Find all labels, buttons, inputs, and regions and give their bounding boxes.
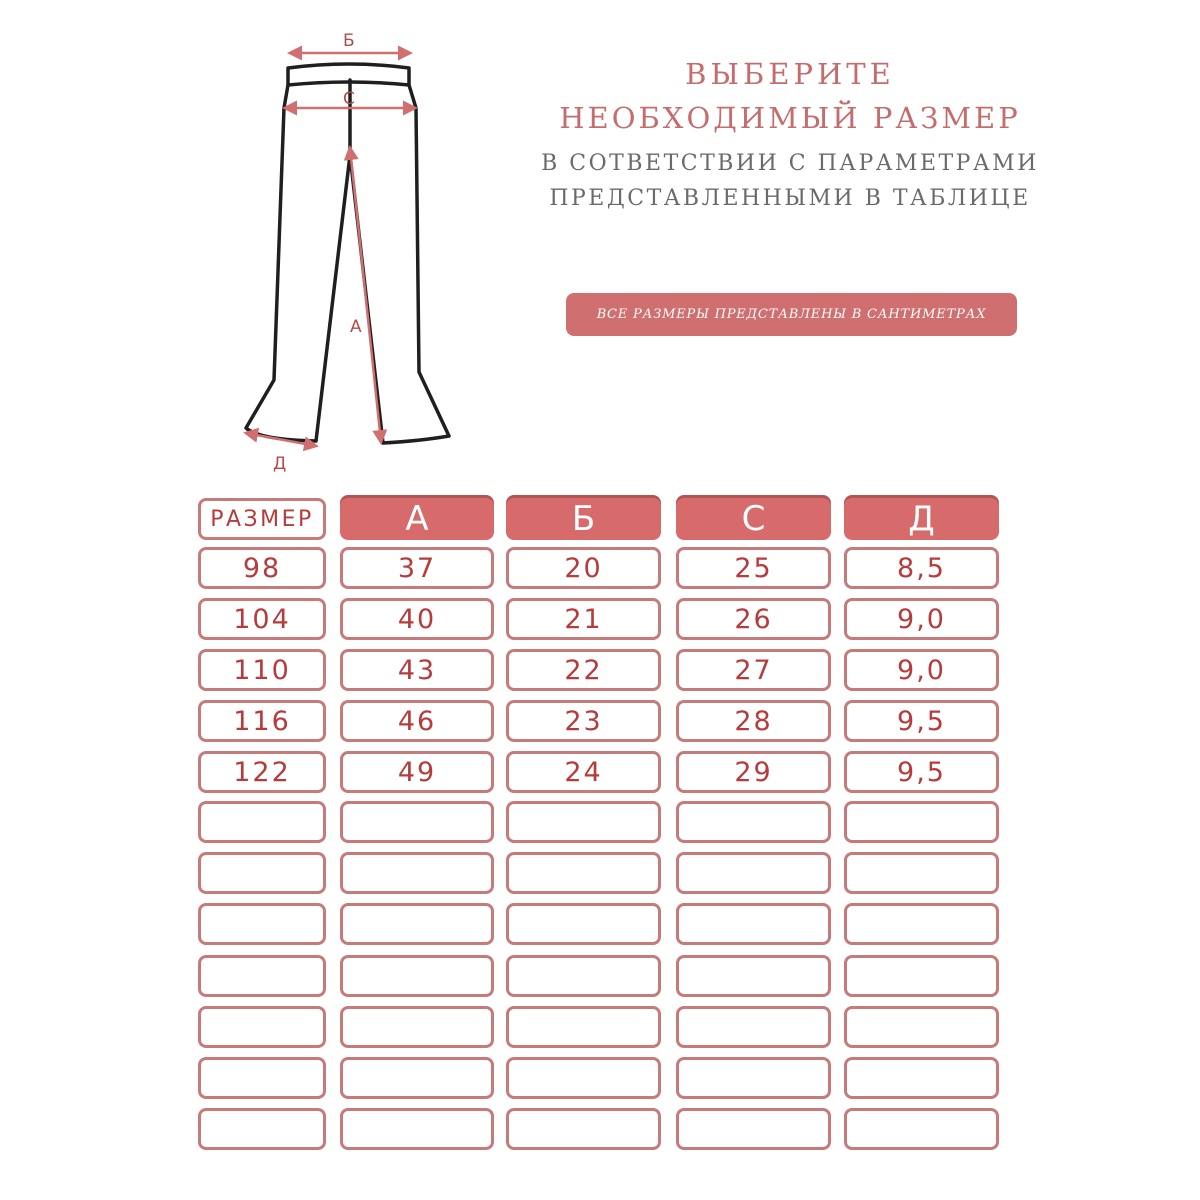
table-value-cell: 40 <box>340 598 494 640</box>
table-value-cell <box>676 1057 831 1099</box>
heading-line-1: ВЫБЕРИТЕ <box>685 57 895 91</box>
table-value-cell: 27 <box>676 649 831 691</box>
table-value-cell: 9,0 <box>844 649 999 691</box>
table-value-cell <box>506 955 661 997</box>
table-value-cell <box>844 1006 999 1048</box>
table-value-cell: 23 <box>506 700 661 742</box>
table-row-size-cell: 98 <box>198 547 326 589</box>
page-heading <box>540 52 1040 140</box>
table-row-size-cell <box>198 801 326 843</box>
heading-line-2: НЕОБХОДИМЫЙ РАЗМЕР <box>559 101 1021 135</box>
column-header-1: А <box>340 498 494 540</box>
table-value-cell <box>676 801 831 843</box>
units-note-badge: ВСЕ РАЗМЕРЫ ПРЕДСТАВЛЕНЫ В САНТИМЕТРАХ <box>566 293 1017 336</box>
table-row-size-cell <box>198 1006 326 1048</box>
table-value-cell <box>676 955 831 997</box>
table-value-cell <box>340 903 494 945</box>
table-row-size-cell <box>198 903 326 945</box>
table-value-cell: 46 <box>340 700 494 742</box>
page-subheading <box>540 146 1040 216</box>
table-value-cell: 28 <box>676 700 831 742</box>
table-value-cell <box>506 1108 661 1150</box>
measure-c-label: С <box>343 89 355 109</box>
table-value-cell <box>506 1057 661 1099</box>
table-row-size-cell: 110 <box>198 649 326 691</box>
trousers-outline <box>246 64 449 443</box>
table-value-cell <box>506 852 661 894</box>
measure-a-label: А <box>350 317 362 337</box>
table-value-cell <box>506 903 661 945</box>
table-value-cell <box>506 1006 661 1048</box>
column-header-4: Д <box>844 498 999 540</box>
size-column-header: РАЗМЕР <box>198 498 326 540</box>
table-value-cell <box>844 1108 999 1150</box>
table-row-size-cell: 122 <box>198 751 326 793</box>
table-value-cell: 20 <box>506 547 661 589</box>
table-value-cell <box>340 801 494 843</box>
table-value-cell: 43 <box>340 649 494 691</box>
column-header-2: Б <box>506 498 661 540</box>
table-value-cell <box>844 903 999 945</box>
table-value-cell: 9,0 <box>844 598 999 640</box>
table-value-cell: 29 <box>676 751 831 793</box>
table-value-cell: 9,5 <box>844 700 999 742</box>
table-value-cell: 26 <box>676 598 831 640</box>
table-value-cell: 22 <box>506 649 661 691</box>
table-value-cell <box>340 1006 494 1048</box>
table-row-size-cell <box>198 955 326 997</box>
table-value-cell: 24 <box>506 751 661 793</box>
measure-b-label: Б <box>343 31 355 51</box>
table-value-cell <box>340 955 494 997</box>
trousers-measurement-diagram <box>0 0 520 490</box>
measure-d-label: Д <box>273 454 287 474</box>
column-header-3: С <box>676 498 831 540</box>
table-row-size-cell <box>198 1108 326 1150</box>
table-row-size-cell <box>198 1057 326 1099</box>
table-value-cell <box>676 1006 831 1048</box>
table-value-cell <box>506 801 661 843</box>
table-value-cell <box>844 1057 999 1099</box>
subheading-line-2: ПРЕДСТАВЛЕННЫМИ В ТАБЛИЦЕ <box>549 186 1031 211</box>
table-value-cell <box>340 1108 494 1150</box>
table-row-size-cell <box>198 852 326 894</box>
table-value-cell: 49 <box>340 751 494 793</box>
table-value-cell: 25 <box>676 547 831 589</box>
table-value-cell: 9,5 <box>844 751 999 793</box>
table-value-cell <box>676 852 831 894</box>
table-value-cell: 37 <box>340 547 494 589</box>
table-value-cell <box>676 1108 831 1150</box>
table-value-cell <box>340 1057 494 1099</box>
subheading-line-1: В СОТВЕТСТВИИ С ПАРАМЕТРАМИ <box>541 151 1039 176</box>
measure-a-line <box>350 148 381 442</box>
table-value-cell <box>844 955 999 997</box>
table-row-size-cell: 104 <box>198 598 326 640</box>
table-value-cell <box>844 801 999 843</box>
table-value-cell <box>340 852 494 894</box>
table-value-cell: 8,5 <box>844 547 999 589</box>
table-value-cell <box>844 852 999 894</box>
table-value-cell <box>676 903 831 945</box>
table-value-cell: 21 <box>506 598 661 640</box>
table-row-size-cell: 116 <box>198 700 326 742</box>
